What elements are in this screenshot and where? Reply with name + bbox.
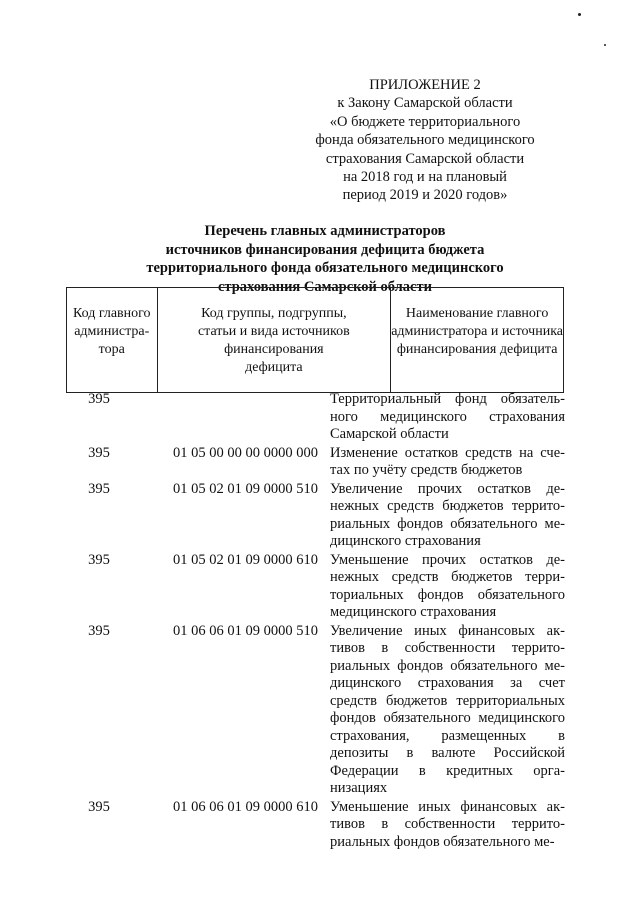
annex-line: страхования Самарской области — [325, 150, 525, 167]
name-cell: Увеличение прочих остатков денежных средств бюджетов территориальных фондов обязательного медицинского страхования — [330, 480, 565, 549]
annex-line: на 2018 год и на плановый — [343, 169, 507, 186]
admin-code-cell: 395 — [88, 480, 110, 497]
table-body — [0, 391, 640, 851]
source-code-cell: 01 06 06 01 09 0000 510 — [173, 622, 318, 639]
admin-code-cell: 395 — [88, 391, 110, 407]
table-row — [0, 481, 640, 551]
name-cell: Территориальный фонд обязательного медицинского страхования Самарской области — [330, 391, 565, 442]
annex-line: «О бюджете территориального — [329, 113, 521, 130]
admin-code-cell: 395 — [88, 444, 110, 461]
table-row — [0, 799, 640, 852]
admin-code-cell: 395 — [88, 551, 110, 568]
title-line: Перечень главных администраторов — [204, 223, 446, 239]
header-source-code: Код группы, подгруппы, статьи и вида источников финансирования дефицита — [158, 288, 392, 392]
name-cell: Уменьшение прочих остатков денежных средств бюджетов территориальных фондов обязательного медицинского страхования — [330, 551, 565, 620]
source-code-cell: 01 05 00 00 00 0000 000 — [173, 444, 318, 461]
title-line: источников финансирования дефицита бюджета — [165, 241, 485, 258]
name-cell: Уменьшение иных финансовых активов в собственности территориальных фондов обязательного ме- — [330, 798, 565, 850]
source-code-cell — [164, 391, 327, 444]
annex-line: к Закону Самарской области — [337, 95, 513, 112]
title-line: территориального фонда обязательного медицинского — [146, 260, 504, 276]
source-code-cell: 01 06 06 01 09 0000 610 — [173, 798, 318, 815]
annex-title: ПРИЛОЖЕНИЕ 2 — [369, 77, 481, 93]
scan-speck — [578, 13, 581, 16]
scan-speck — [604, 44, 606, 46]
source-code-cell: 01 05 02 01 09 0000 610 — [173, 551, 318, 568]
table-header — [66, 287, 564, 393]
table-row — [0, 623, 640, 798]
admin-code-cell: 395 — [88, 622, 110, 639]
table-row — [0, 445, 640, 480]
title-line: страхования Самарской области — [218, 278, 432, 295]
table-row — [0, 391, 640, 444]
annex-header — [300, 76, 550, 205]
header-admin-code: Код главного администра- тора — [67, 288, 158, 392]
header-name: Наименование главного администратора и источника финансирования дефицита — [391, 306, 563, 357]
admin-code-cell: 395 — [88, 798, 110, 815]
name-cell: Увеличение иных финансовых активов в собственности территориальных фондов обязательного медицинского страхования за счет средств бюджетов территориальных фондов обязательного медицинского страхования, размещенных в депозиты в валюте Российской Федерации в кредитных организациях — [330, 622, 565, 796]
document-title — [90, 222, 560, 296]
annex-line: фонда обязательного медицинского — [315, 132, 535, 149]
table-row — [0, 552, 640, 622]
name-cell: Изменение остатков средств на счетах по учёту средств бюджетов — [330, 444, 565, 478]
source-code-cell: 01 05 02 01 09 0000 510 — [173, 480, 318, 497]
annex-line: период 2019 и 2020 годов» — [342, 187, 508, 204]
